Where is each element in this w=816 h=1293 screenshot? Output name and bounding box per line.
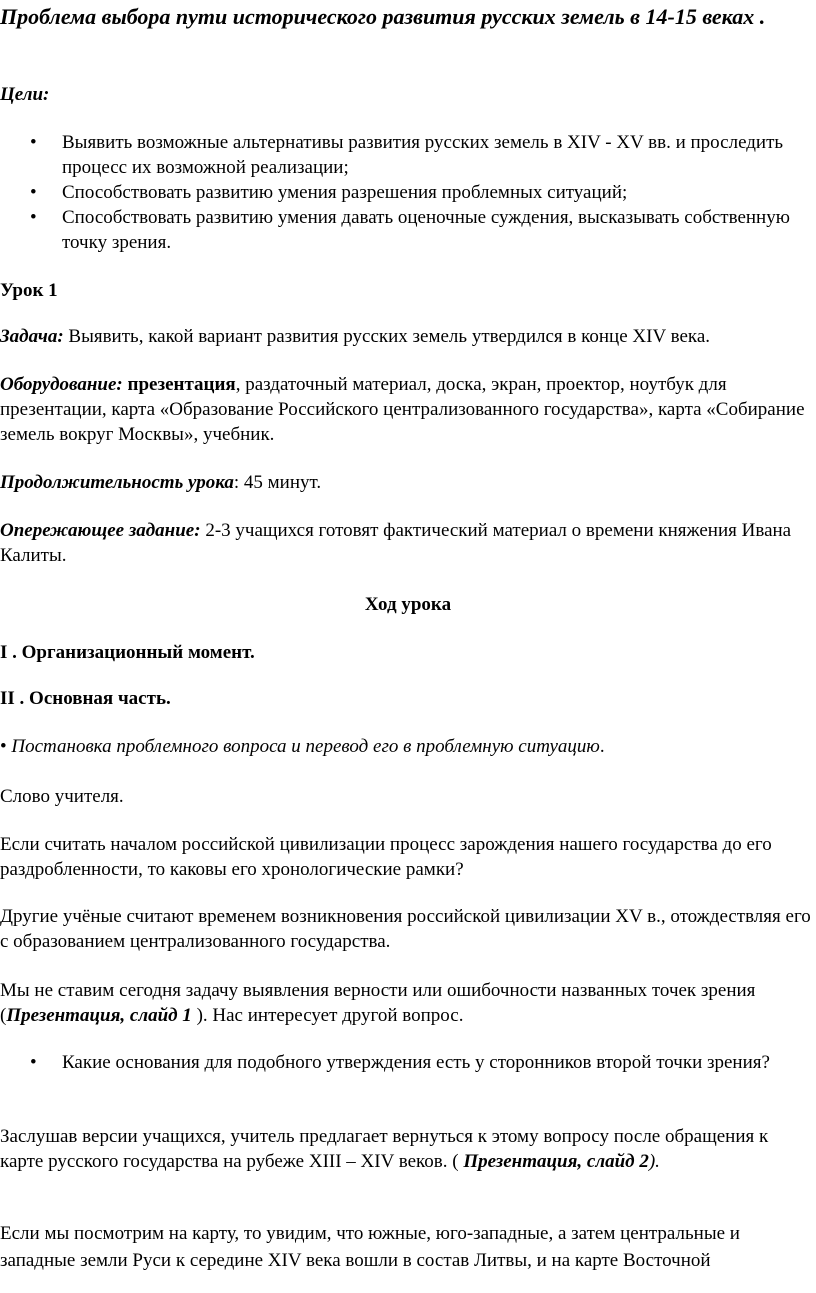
advance-task-text: 2-3 учащихся готовят фактический материал о времени княжения Ивана Калиты. [0, 520, 792, 566]
problem-item-text: Постановка проблемного вопроса и перевод его в проблемную ситуацию [11, 736, 600, 757]
teacher-word: Слово учителя. [0, 786, 124, 807]
goals-list [0, 130, 800, 255]
equipment-text: , раздаточный материал, доска, экран, проектор, ноутбук для презентации, карта «Образование Российского централизованного государства», карта «Собирание земель вокруг Москвы», учебник. [0, 374, 805, 445]
paragraph-5: Если мы посмотрим на карту, то увидим, что южные, юго-западные, а затем центральные и западные земли Руси к середине XIV века вошли в состав Литвы, и на карте Восточной [0, 1223, 740, 1271]
section-organizational: I . Организационный момент. [0, 642, 255, 663]
equipment-label: Оборудование: [0, 374, 123, 395]
task-paragraph [0, 324, 814, 349]
goal-item: • Способствовать развитию умения разрешения проблемных ситуаций; [0, 180, 800, 205]
section-main: II . Основная часть. [0, 688, 171, 709]
paragraph-4: Заслушав версии учащихся, учитель предлагает вернуться к этому вопросу после обращения к карте русского государства на рубеже XIII – XIV веков. ( Презентация, слайд 2). [0, 1126, 769, 1172]
problem-item: • Постановка проблемного вопроса и перевод его в проблемную ситуацию. [0, 736, 605, 757]
advance-task-label: Опережающее задание: [0, 520, 201, 541]
task-text: Выявить, какой вариант развития русских земель утвердился в конце XIV века. [63, 326, 711, 347]
bullet-icon: • [0, 736, 12, 757]
goal-item: • Способствовать развитию умения давать оценочные суждения, высказывать собственную точку зрения. [0, 205, 800, 255]
duration-paragraph [0, 470, 814, 495]
question-item: • Какие основания для подобного утверждения есть у сторонников второй точки зрения? [0, 1050, 800, 1075]
goals-heading: Цели: [0, 84, 50, 105]
question-list [0, 1050, 800, 1075]
lesson-heading: Урок 1 [0, 280, 58, 301]
equipment-paragraph [0, 372, 814, 447]
equipment-bold: презентация [122, 374, 236, 395]
duration-label: Продолжительность урока [0, 472, 234, 493]
paragraph-2: Другие учёные считают временем возникновения российской цивилизации XV в., отождествляя его с образованием централизованного государства. [0, 906, 811, 952]
duration-text: : 45 минут. [233, 472, 322, 493]
slide-reference: Презентация, слайд 1 [6, 1005, 192, 1026]
advance-task-paragraph [0, 518, 814, 568]
document-title: Проблема выбора пути исторического развития русских земель в 14-15 веках . [0, 4, 766, 29]
paragraph-3: Мы не ставим сегодня задачу выявления верности или ошибочности названных точек зрения (Презентация, слайд 1 ). Нас интересует другой вопрос. [0, 980, 756, 1026]
course-heading: Ход урока [364, 594, 452, 615]
paragraph-1: Если считать началом российской цивилизации процесс зарождения нашего государства до его раздробленности, то каковы его хронологические рамки? [0, 834, 772, 880]
task-label: Задача: [0, 326, 64, 347]
slide-reference: Презентация, слайд 2 [463, 1151, 649, 1172]
goal-item: • Выявить возможные альтернативы развития русских земель в XIV - XV вв. и проследить процесс их возможной реализации; [0, 130, 800, 180]
